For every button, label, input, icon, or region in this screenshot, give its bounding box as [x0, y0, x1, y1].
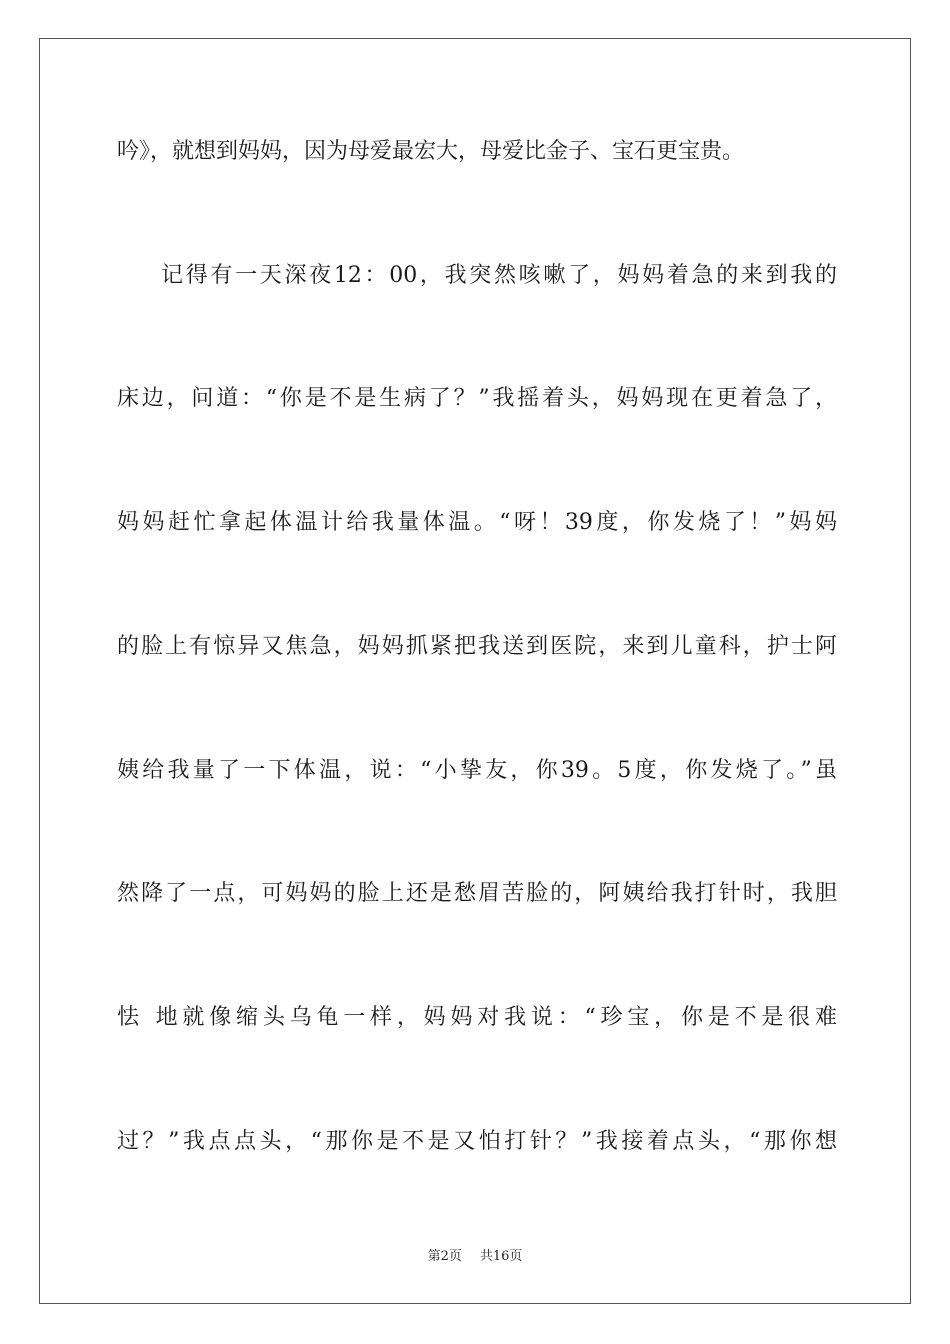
- paragraph-line-9: 过？”我点点头，“那你是不是又怕打针？”我接着点头，“那你想: [117, 1129, 837, 1154]
- paragraph-line-3: 床边，问道：“你是不是生病了？”我摇着头，妈妈现在更着急了，: [117, 386, 837, 411]
- paragraph-line-6: 姨给我量了一下体温，说：“小挚友，你39。5度，你发烧了。”虽: [117, 758, 837, 783]
- page-footer: [0, 1248, 950, 1266]
- paragraph-line-1: 吟》，就想到妈妈，因为母爱最宏大，母爱比金子、宝石更宝贵。: [117, 139, 745, 164]
- page-total: 共16页: [479, 1249, 523, 1264]
- page-number: 第2页: [427, 1249, 462, 1264]
- paragraph-line-5: 的脸上有惊异又焦急，妈妈抓紧把我送到医院，来到儿童科，护士阿: [117, 634, 837, 659]
- paragraph-line-4: 妈妈赶忙拿起体温计给我量体温。“呀！39度，你发烧了！”妈妈: [117, 510, 837, 535]
- paragraph-line-7: 然降了一点，可妈妈的脸上还是愁眉苦脸的，阿姨给我打针时，我胆: [117, 881, 837, 906]
- paragraph-line-8: 怯 地就像缩头乌龟一样，妈妈对我说：“珍宝，你是不是很难: [117, 1005, 837, 1030]
- paragraph-line-2: 记得有一天深夜12：00，我突然咳嗽了，妈妈着急的来到我的: [161, 263, 837, 288]
- page-border: [39, 38, 911, 1304]
